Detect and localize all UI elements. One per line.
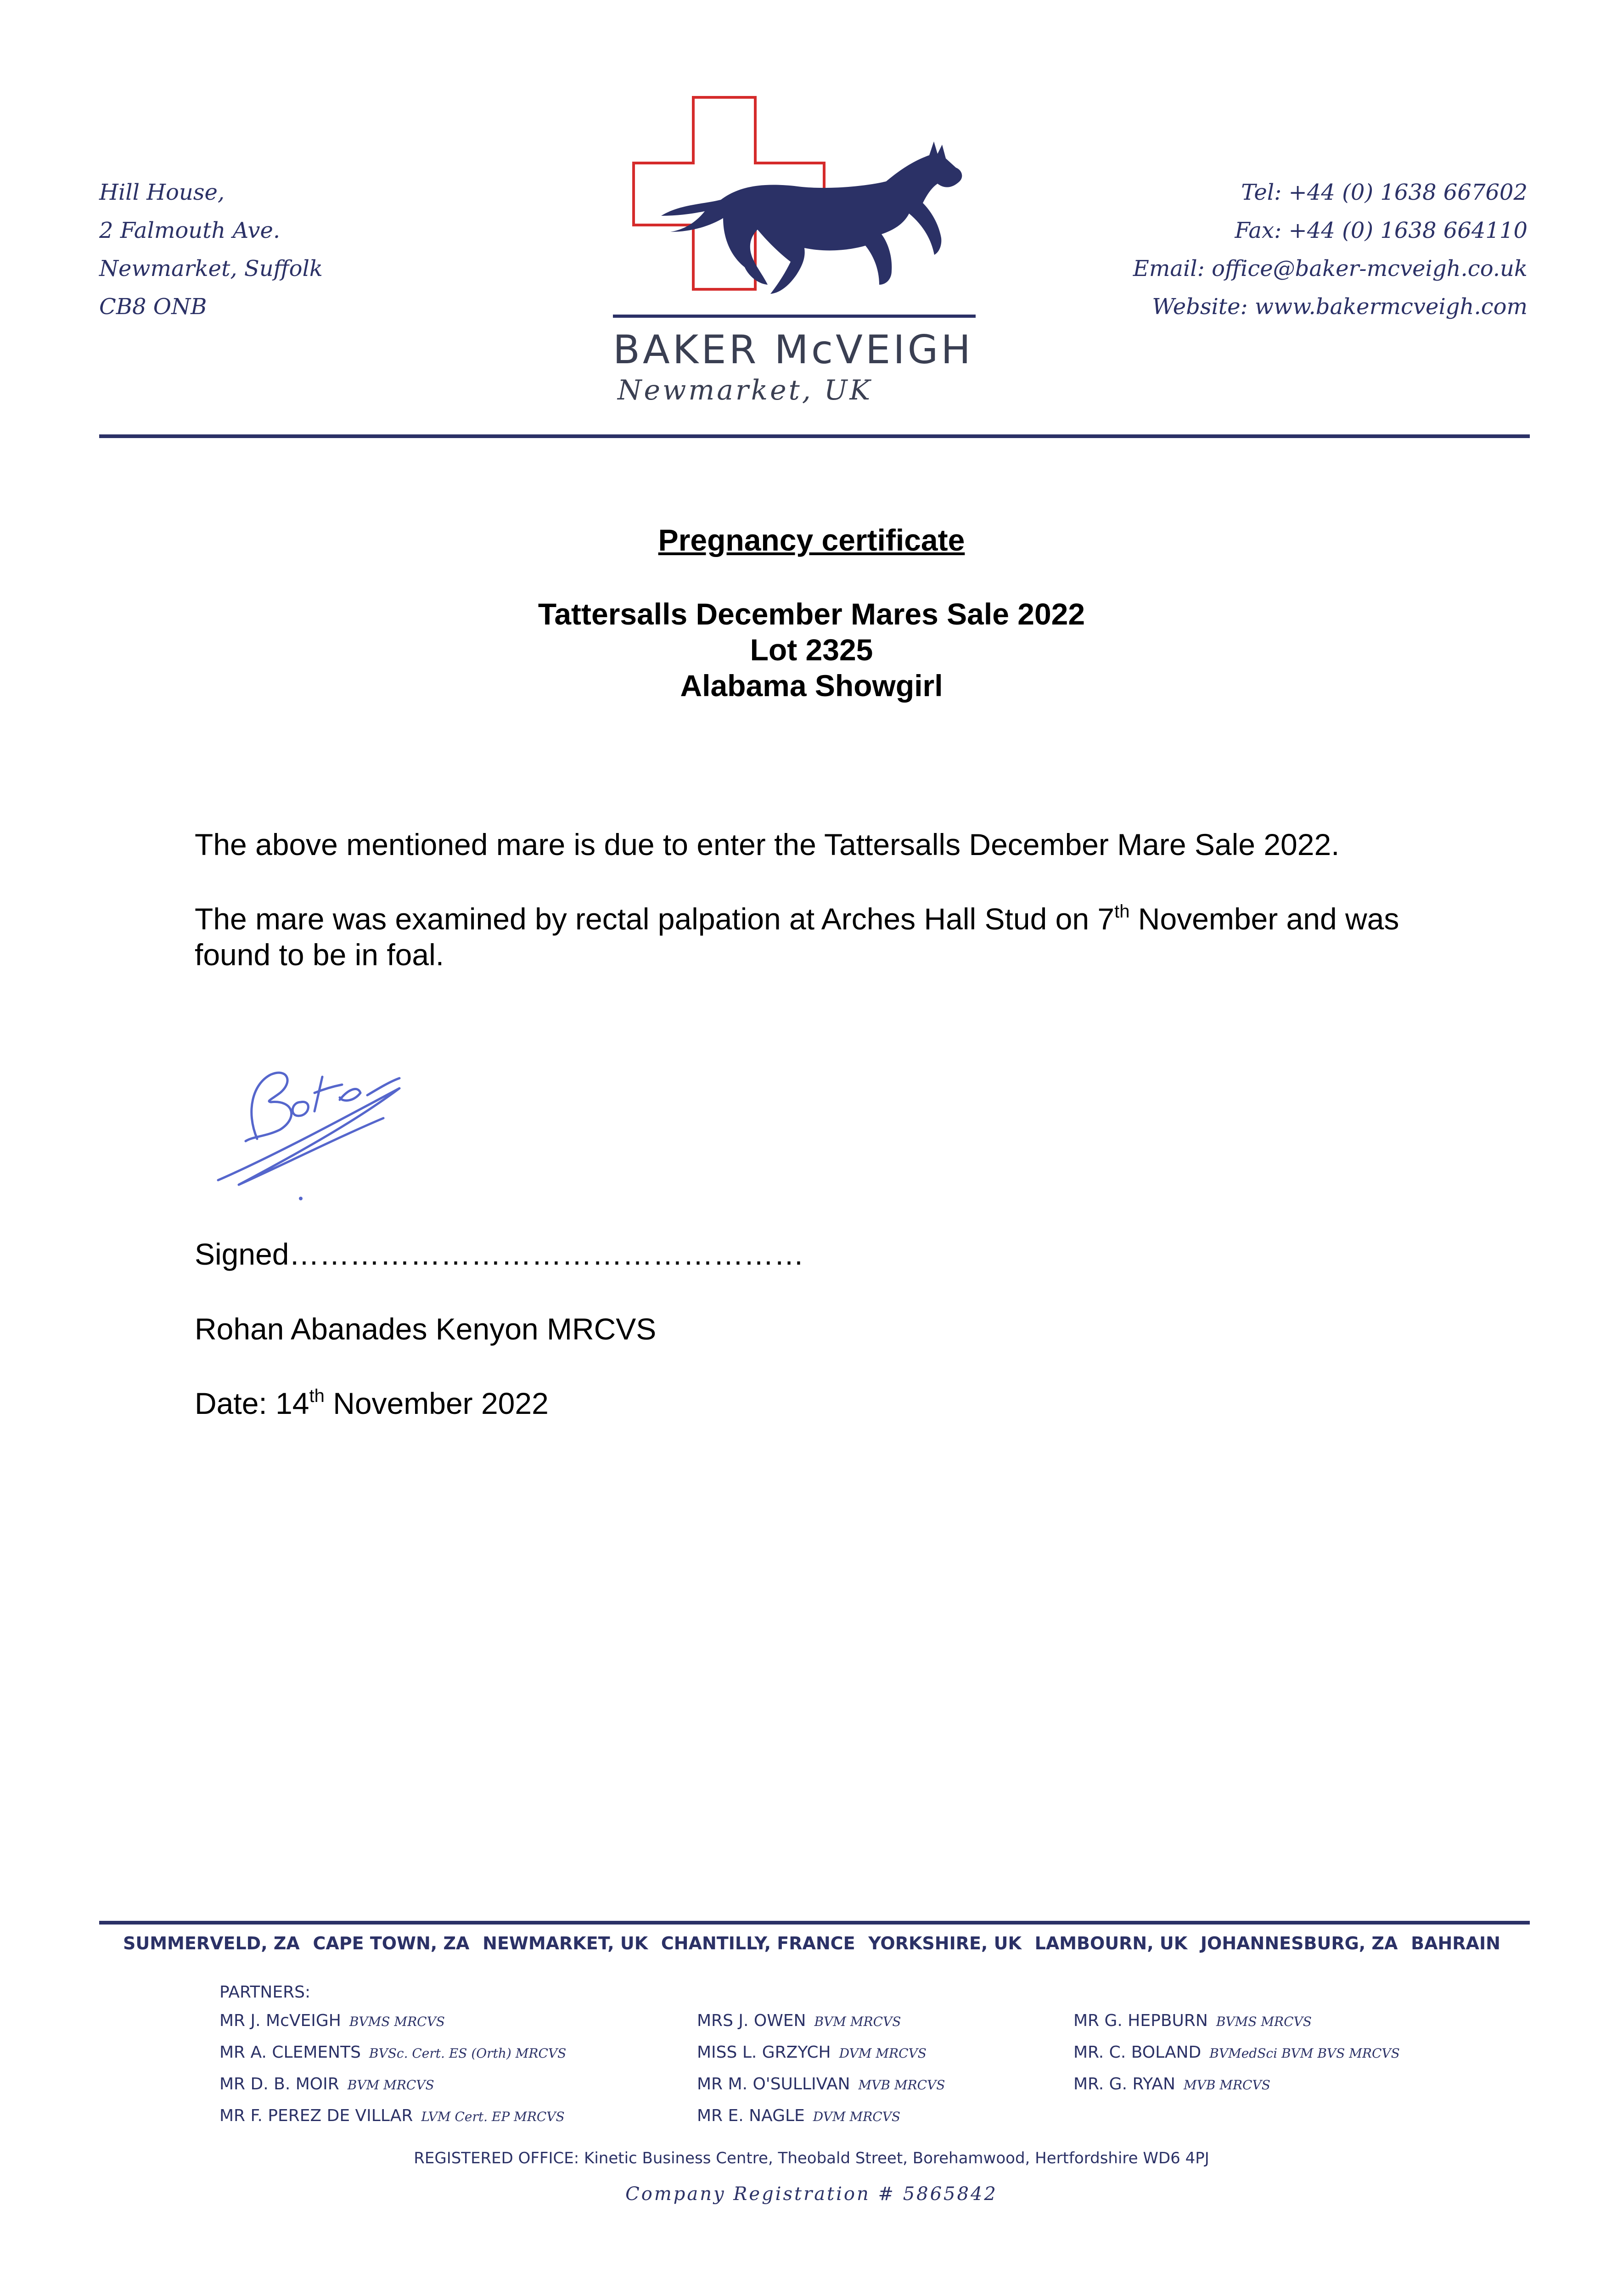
contact-website[interactable]: Website: www.bakermcveigh.com bbox=[1152, 294, 1528, 320]
office-location: BAHRAIN bbox=[1411, 1933, 1500, 1953]
partner-entry bbox=[219, 2011, 566, 2043]
office-location: CAPE TOWN, ZA bbox=[313, 1933, 470, 1953]
partner-name: MR G. HEPBURN bbox=[1073, 2011, 1208, 2030]
partner-entry bbox=[697, 2011, 945, 2043]
horse-cross-logo-icon bbox=[611, 92, 987, 321]
partner-name: MR E. NAGLE bbox=[697, 2106, 805, 2125]
partners-column bbox=[697, 2011, 945, 2138]
registered-office: REGISTERED OFFICE: Kinetic Business Centre, Theobald Street, Borehamwood, Hertfordshire WD6 4PJ bbox=[414, 2149, 1209, 2167]
ordinal-suffix: th bbox=[309, 1386, 325, 1406]
ordinal-suffix: th bbox=[1114, 901, 1130, 922]
examination-text-cont: November and was found to be in foal. bbox=[195, 902, 1399, 972]
partner-name: MRS J. OWEN bbox=[697, 2011, 806, 2030]
partners-column bbox=[1073, 2011, 1400, 2106]
partner-name: MR F. PEREZ DE VILLAR bbox=[219, 2106, 413, 2125]
signature-line: Signed…………………………………………… bbox=[195, 1237, 804, 1271]
partner-entry bbox=[1073, 2011, 1400, 2043]
certificate-title: Pregnancy certificate bbox=[658, 523, 965, 557]
company-name: BAKER McVEIGH bbox=[613, 327, 973, 373]
partner-name: MR. C. BOLAND bbox=[1073, 2043, 1202, 2062]
signer-name: Rohan Abanades Kenyon MRCVS bbox=[195, 1312, 657, 1346]
address-line: Hill House, bbox=[99, 180, 225, 205]
partner-qualifications: DVM MRCVS bbox=[839, 2046, 927, 2061]
contact-details bbox=[1022, 174, 1528, 326]
address-line: 2 Falmouth Ave. bbox=[99, 218, 281, 243]
partner-qualifications: MVB MRCVS bbox=[858, 2077, 945, 2093]
partner-name: MR M. O'SULLIVAN bbox=[697, 2075, 850, 2093]
partner-qualifications: MVB MRCVS bbox=[1183, 2077, 1270, 2093]
partner-entry bbox=[219, 2106, 566, 2138]
office-locations bbox=[123, 1933, 1500, 1953]
certificate-date bbox=[195, 1386, 549, 1421]
office-location: LAMBOURN, UK bbox=[1034, 1933, 1188, 1953]
partner-entry bbox=[219, 2075, 566, 2106]
partner-qualifications: BVMedSci BVM BVS MRCVS bbox=[1209, 2046, 1400, 2061]
date-text: Date: 14 bbox=[195, 1386, 309, 1420]
paragraph-examination bbox=[195, 901, 1471, 973]
partner-qualifications: BVM MRCVS bbox=[347, 2077, 434, 2093]
partner-entry bbox=[1073, 2043, 1400, 2075]
contact-email[interactable]: Email: office@baker-mcveigh.co.uk bbox=[1133, 256, 1528, 281]
partner-name: MR A. CLEMENTS bbox=[219, 2043, 361, 2062]
logo-rule bbox=[613, 315, 976, 318]
partners-column bbox=[219, 2011, 566, 2138]
office-location: SUMMERVELD, ZA bbox=[123, 1933, 300, 1953]
partner-qualifications: LVM Cert. EP MRCVS bbox=[421, 2109, 565, 2124]
partner-name: MR J. McVEIGH bbox=[219, 2011, 341, 2030]
office-location: YORKSHIRE, UK bbox=[868, 1933, 1022, 1953]
address-line: Newmarket, Suffolk bbox=[99, 256, 323, 281]
contact-phone: Tel: +44 (0) 1638 667602 bbox=[1241, 180, 1528, 205]
partner-name: MR. G. RYAN bbox=[1073, 2075, 1175, 2093]
office-address bbox=[99, 174, 512, 326]
horse-name: Alabama Showgirl bbox=[680, 669, 943, 703]
partner-entry bbox=[697, 2043, 945, 2075]
lot-number: Lot 2325 bbox=[750, 633, 873, 667]
partner-name: MR D. B. MOIR bbox=[219, 2075, 339, 2093]
company-location: Newmarket, UK bbox=[618, 374, 873, 406]
partner-entry bbox=[219, 2043, 566, 2075]
partner-qualifications: BVMS MRCVS bbox=[349, 2014, 445, 2029]
date-text-cont: November 2022 bbox=[324, 1386, 549, 1420]
office-location: JOHANNESBURG, ZA bbox=[1200, 1933, 1398, 1953]
address-line: CB8 ONB bbox=[99, 294, 207, 320]
partner-name: MISS L. GRZYCH bbox=[697, 2043, 831, 2062]
sale-name: Tattersalls December Mares Sale 2022 bbox=[538, 597, 1085, 631]
partner-entry bbox=[697, 2106, 945, 2138]
company-registration: Company Registration # 5865842 bbox=[625, 2183, 998, 2205]
footer-divider bbox=[99, 1921, 1530, 1925]
partners-label: PARTNERS: bbox=[219, 1983, 311, 2002]
certificate-heading bbox=[0, 596, 1623, 703]
office-location: NEWMARKET, UK bbox=[483, 1933, 648, 1953]
partner-qualifications: BVMS MRCVS bbox=[1216, 2014, 1312, 2029]
partner-qualifications: BVSc. Cert. ES (Orth) MRCVS bbox=[369, 2046, 567, 2061]
signature-icon bbox=[202, 1042, 459, 1208]
examination-text: The mare was examined by rectal palpation at Arches Hall Stud on 7 bbox=[195, 902, 1115, 936]
partner-qualifications: BVM MRCVS bbox=[814, 2014, 901, 2029]
partner-qualifications: DVM MRCVS bbox=[813, 2109, 901, 2124]
partner-entry bbox=[1073, 2075, 1400, 2106]
contact-fax: Fax: +44 (0) 1638 664110 bbox=[1235, 218, 1528, 243]
office-location: CHANTILLY, FRANCE bbox=[661, 1933, 855, 1953]
header-divider bbox=[99, 434, 1530, 438]
paragraph-sale-entry: The above mentioned mare is due to enter the Tattersalls December Mare Sale 2022. bbox=[195, 827, 1340, 861]
partner-entry bbox=[697, 2075, 945, 2106]
